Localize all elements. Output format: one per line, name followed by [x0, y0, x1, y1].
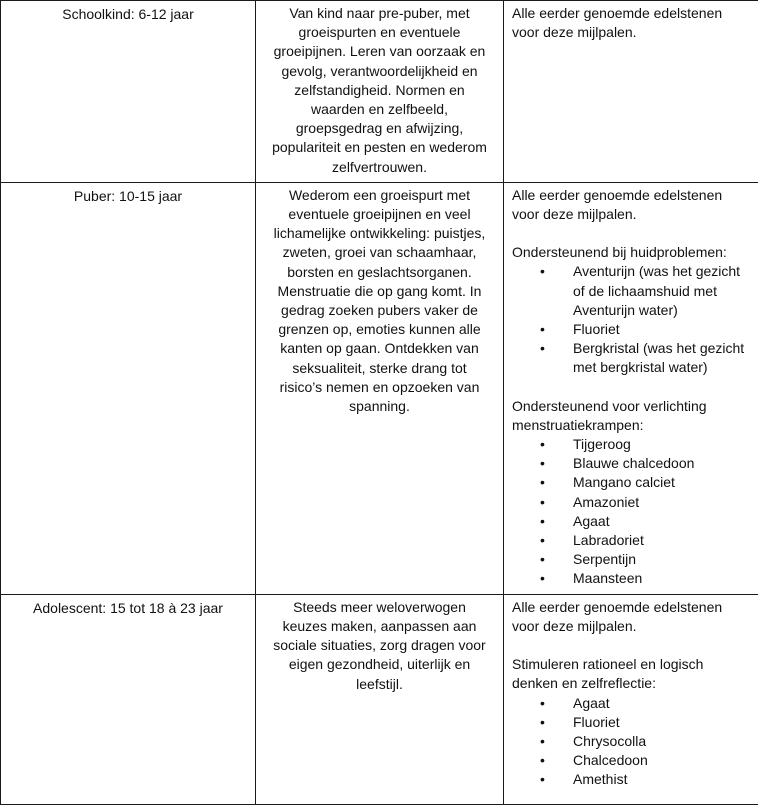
bullet-icon: • [540, 531, 545, 550]
intro-text: Alle eerder genoemde edelstenen voor deze mijlpalen. [512, 186, 753, 224]
bullet-icon: • [540, 694, 545, 713]
list-item: • Fluoriet [512, 713, 753, 732]
table-row [1, 594, 758, 804]
list-item: • Fluoriet [512, 320, 753, 339]
bullet-icon: • [540, 320, 545, 339]
list-item: • Chalcedoon [512, 751, 753, 770]
list-item: • Labradoriet [512, 531, 753, 550]
description-cell: Van kind naar pre-puber, met groeispurten en eventuele groeipijnen. Leren van oorzaak en gevolg, verantwoordelijkheid en zelfstandigheid. Normen en waarden en zelfbeeld, groepsgedrag en afwijzing, populariteit en pesten en wederom zelfvertrouwen. [256, 1, 504, 183]
list-item: • Agaat [512, 694, 753, 713]
bullet-icon: • [540, 770, 545, 789]
list-item: • Maansteen [512, 569, 753, 588]
bullet-icon: • [540, 454, 545, 473]
list-item: • Agaat [512, 512, 753, 531]
age-cell: Schoolkind: 6-12 jaar [1, 1, 256, 183]
bullet-icon: • [540, 339, 545, 358]
gemstones-cell [504, 1, 758, 183]
description-cell: Steeds meer weloverwogen keuzes maken, aanpassen aan sociale situaties, zorg dragen voor eigen gezondheid, uiterlijk en leefstijl. [256, 594, 504, 804]
bullet-icon: • [540, 262, 545, 281]
gemstone-list [512, 694, 753, 790]
list-item: • Tijgeroog [512, 435, 753, 454]
gemstones-cell [504, 594, 758, 804]
list-item: • Amethist [512, 770, 753, 789]
bullet-icon: • [540, 493, 545, 512]
gemstone-list [512, 435, 753, 589]
group-heading: Ondersteunend voor verlichting menstruatiekrampen: [512, 397, 753, 435]
intro-text: Alle eerder genoemde edelstenen voor deze mijlpalen. [512, 4, 753, 42]
bullet-icon: • [540, 550, 545, 569]
bullet-icon: • [540, 751, 545, 770]
bullet-icon: • [540, 435, 545, 454]
gemstones-cell [504, 182, 758, 594]
list-item: • Chrysocolla [512, 732, 753, 751]
bullet-icon: • [540, 473, 545, 492]
age-cell: Adolescent: 15 tot 18 à 23 jaar [1, 594, 256, 804]
intro-text: Alle eerder genoemde edelstenen voor deze mijlpalen. [512, 598, 753, 636]
group-heading: Ondersteunend bij huidproblemen: [512, 243, 753, 262]
bullet-icon: • [540, 512, 545, 531]
description-cell: Wederom een groeispurt met eventuele groeipijnen en veel lichamelijke ontwikkeling: puistjes, zweten, groei van schaamhaar, borsten en geslachtsorganen. Menstruatie die op gang komt. In gedrag zoeken pubers vaker de grenzen op, emoties kunnen alle kanten op gaan. Ontdekken van seksualiteit, sterke drang tot risico’s nemen en opzoeken van spanning. [256, 182, 504, 594]
bullet-icon: • [540, 732, 545, 751]
list-item: • Mangano calciet [512, 473, 753, 492]
bullet-icon: • [540, 713, 545, 732]
bullet-icon: • [540, 569, 545, 588]
list-item: • Aventurijn (was het gezicht of de lichaamshuid met Aventurijn water) [512, 262, 753, 320]
list-item: • Serpentijn [512, 550, 753, 569]
age-cell: Puber: 10-15 jaar [1, 182, 256, 594]
list-item: • Amazoniet [512, 493, 753, 512]
group-heading: Stimuleren rationeel en logisch denken en zelfreflectie: [512, 655, 753, 693]
list-item: • Bergkristal (was het gezicht met bergkristal water) [512, 339, 753, 377]
gemstone-list [512, 262, 753, 377]
table-row [1, 1, 758, 183]
list-item: • Blauwe chalcedoon [512, 454, 753, 473]
table-row [1, 182, 758, 594]
